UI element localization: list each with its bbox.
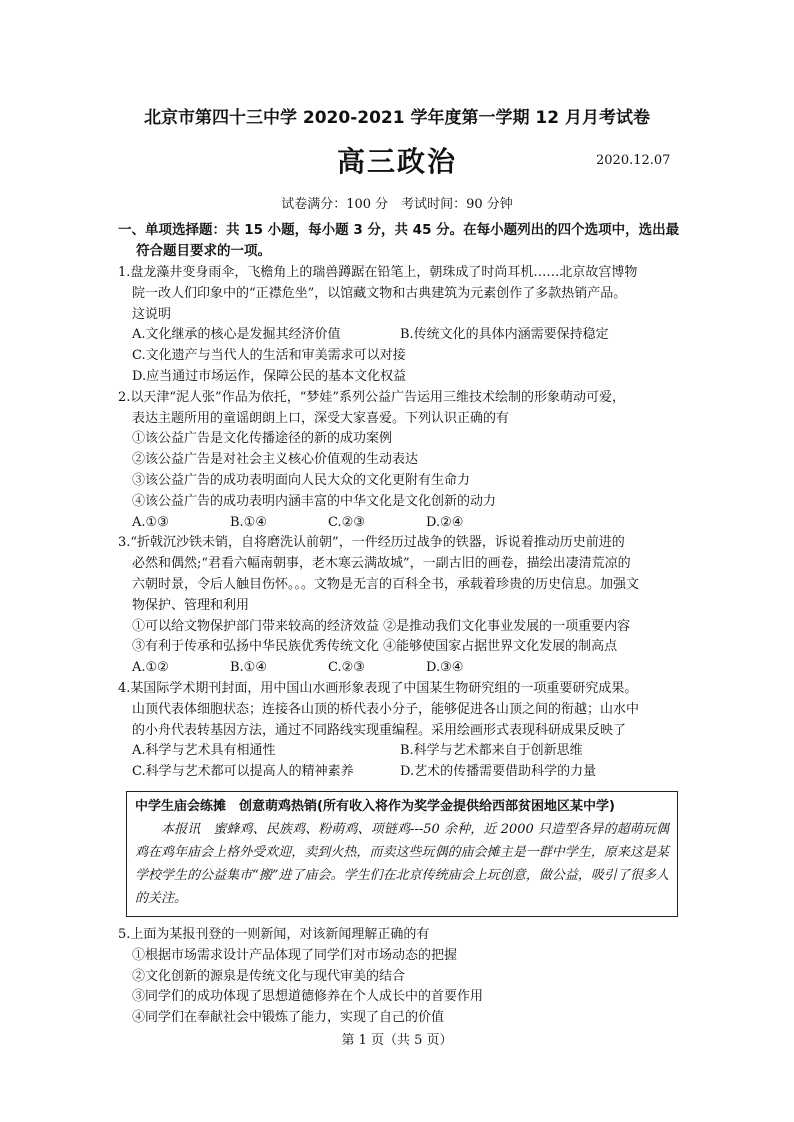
option-d: D.③④ bbox=[426, 660, 464, 676]
statement-item: ①该公益广告是文化传播途径的新的成功案例 bbox=[132, 431, 393, 447]
statement-item: ①根据市场需求设计产品体现了同学们对市场动态的把握 bbox=[132, 947, 458, 963]
question-stem-line: 物保护、管理和利用 bbox=[132, 597, 250, 613]
statement-item: ③该公益广告的成功表明面向人民大众的文化更附有生命力 bbox=[132, 472, 471, 488]
exam-meta: 试卷满分：100 分 考试时间：90 分钟 bbox=[281, 197, 513, 212]
question-4 bbox=[118, 679, 688, 783]
option-a: A.①② bbox=[132, 660, 169, 676]
news-body: 本报讯 蜜蜂鸡、民族鸡、粉萌鸡、项链鸡---50 余种，近 2000 只造型各异的超萌玩偶鸡在鸡年庙会上格外受欢迎，卖到火热，而卖这些玩偶的庙会摊主是一群中学生，原来这是某学校学生的公益集市“搬”进了庙会。学生们在北京传统庙会上玩创意，做公益，吸引了很多人的关注。 bbox=[135, 821, 669, 906]
option-a: A.科学与艺术具有相通性 bbox=[132, 743, 276, 759]
statement-item: ①可以给文物保护部门带来较高的经济效益 ②是推动我们文化事业发展的一项重要内容 bbox=[132, 618, 631, 634]
option-row bbox=[118, 762, 688, 783]
option-d: D.艺术的传播需要借助科学的力量 bbox=[400, 764, 597, 780]
statement-item: ②该公益广告是对社会主义核心价值观的生动表达 bbox=[132, 452, 419, 468]
exam-content bbox=[118, 220, 688, 1029]
option-a: A.文化继承的核心是发掘其经济价值 bbox=[132, 327, 341, 343]
exam-title: 北京市第四十三中学 2020-2021 学年度第一学期 12 月月考试卷 bbox=[143, 108, 650, 128]
option-b: B.①④ bbox=[230, 660, 267, 676]
option-d: D.应当通过市场运作，保障公民的基本文化权益 bbox=[132, 368, 407, 384]
question-stem-line: 5.上面为某报刊登的一则新闻，对该新闻理解正确的有 bbox=[118, 926, 430, 942]
statement-item: ④同学们在奉献社会中锻炼了能力，实现了自己的价值 bbox=[132, 1010, 445, 1026]
question-3 bbox=[118, 533, 688, 679]
subject-title: 高三政治 bbox=[336, 145, 457, 178]
option-b: B.①④ bbox=[230, 514, 267, 530]
question-stem-line: 这说明 bbox=[132, 306, 172, 322]
statement-item: ③同学们的成功体现了思想道德修养在个人成长中的首要作用 bbox=[132, 989, 484, 1005]
news-box bbox=[126, 791, 678, 917]
question-stem-line: 2.以天津“泥人张”作品为依托，“梦娃”系列公益广告运用三维技术绘制的形象萌动可爱， bbox=[118, 389, 625, 405]
option-c: C.文化遗产与当代人的生活和审美需求可以对接 bbox=[132, 348, 406, 364]
option-b: B.传统文化的具体内涵需要保持稳定 bbox=[400, 327, 609, 343]
option-row bbox=[118, 325, 688, 346]
statement-item: ④该公益广告的成功表明内涵丰富的中华文化是文化创新的动力 bbox=[132, 493, 497, 509]
section-heading: 一、单项选择题：共 15 小题，每小题 3 分，共 45 分。在每小题列出的四个选项中，选出最符合题目要求的一项。 bbox=[118, 222, 680, 259]
question-stem-line: 山顶代表体细胞状态；连接各山顶的桥代表小分子，能够促进各山顶之间的衔越；山水中 bbox=[132, 701, 640, 717]
option-row bbox=[118, 658, 688, 679]
question-stem-line: 1.盘龙藻井变身雨伞，飞檐角上的瑞兽蹲踞在铅笔上，朝珠成了时尚耳机……北京故宫博物 bbox=[118, 265, 638, 280]
question-stem-line: 表达主题所用的童谣朗朗上口，深受大家喜爱。下列认识正确的有 bbox=[132, 410, 510, 426]
question-stem-line: 的小舟代表转基因方法，通过不同路线实现重编程。采用绘画形式表现科研成果反映了 bbox=[132, 722, 627, 738]
question-stem-line: 必然和偶然;“君看六幅南朝事，老木寒云满故城”，一副古旧的画卷，描绘出凄清荒凉的 bbox=[132, 556, 631, 572]
option-c: C.②③ bbox=[328, 660, 365, 676]
option-row bbox=[118, 741, 688, 762]
statement-item: ③有利于传承和弘扬中华民族优秀传统文化 ④能够使国家占据世界文化发展的制高点 bbox=[132, 639, 618, 655]
statement-item: ②文化创新的源泉是传统文化与现代审美的结合 bbox=[132, 968, 406, 984]
question-stem-line: 院一改人们印象中的“正襟危坐”，以馆藏文物和古典建筑为元素创作了多款热销产品。 bbox=[132, 285, 627, 301]
option-a: A.①③ bbox=[132, 514, 169, 530]
option-c: C.科学与艺术都可以提高人的精神素养 bbox=[132, 764, 354, 780]
question-stem-line: 六朝时景，令后人触目伤怀。。。文物是无言的百科全书，承载着珍贵的历史信息。加强文 bbox=[132, 576, 640, 592]
exam-date: 2020.12.07 bbox=[596, 153, 671, 168]
question-stem-line: 4.某国际学术期刊封面，用中国山水画形象表现了中国某生物研究组的一项重要研究成果。 bbox=[118, 680, 638, 696]
option-row bbox=[118, 513, 688, 534]
option-d: D.②④ bbox=[426, 514, 464, 530]
page-footer: 第 1 页（共 5 页） bbox=[341, 1033, 453, 1048]
option-b: B.科学与艺术都来自于创新思维 bbox=[400, 743, 583, 759]
question-5 bbox=[118, 925, 688, 1029]
question-stem-line: 3.“折戟沉沙铁未销，自将磨洗认前朝”，一件经历过战争的铁器，诉说着推动历史前进的 bbox=[118, 535, 625, 551]
question-2 bbox=[118, 388, 688, 534]
news-headline: 中学生庙会练摊 创意萌鸡热销(所有收入将作为奖学金提供给西部贫困地区某中学) bbox=[135, 798, 615, 814]
question-1 bbox=[118, 263, 688, 388]
option-c: C.②③ bbox=[328, 514, 365, 530]
